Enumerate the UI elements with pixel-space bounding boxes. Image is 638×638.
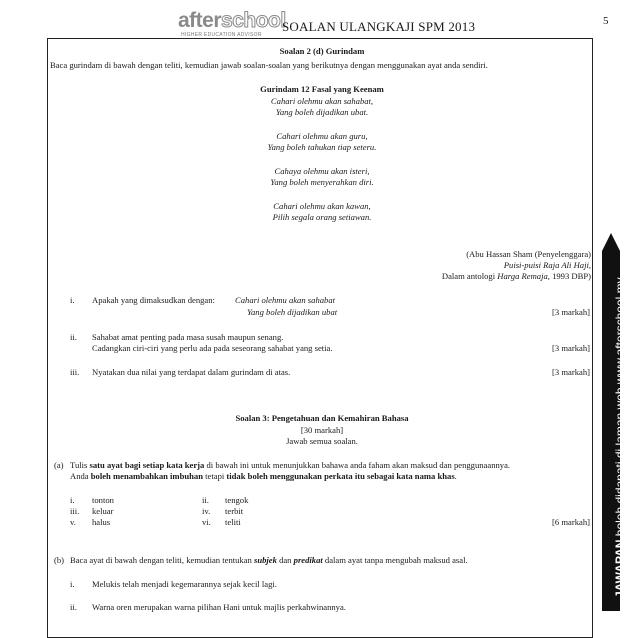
banner-rest-text: boleh didapati di laman web www.afterschool.my	[613, 277, 627, 540]
word-number: ii.	[202, 495, 209, 505]
soalan3-instruction: Jawab semua soalan.	[286, 436, 358, 446]
question-text: Nyatakan dua nilai yang terdapat dalam gurindam di atas.	[92, 367, 291, 377]
word-item: tengok	[225, 495, 249, 505]
source-prefix: Dalam antologi	[441, 271, 498, 281]
word-item: halus	[92, 517, 111, 527]
source-anthology: Harga Remaja	[497, 271, 548, 281]
poem-line: Yang boleh tahukan tiap seteru.	[267, 142, 377, 152]
text-segment: Tulis	[70, 460, 90, 470]
word-number: vi.	[202, 517, 211, 527]
text-segment: .	[454, 471, 457, 481]
soalan3-marks: [30 markah]	[300, 425, 344, 435]
question-number: iii.	[70, 367, 80, 377]
question-text: Cadangkan ciri-ciri yang perlu ada pada seseorang sahabat yang setia.	[92, 343, 333, 353]
word-item: terbit	[225, 506, 244, 516]
sentence-item: Melukis telah menjadi kegemarannya sejak kecil lagi.	[92, 579, 277, 589]
text-segment-bold: boleh menambahkan imbuhan	[90, 471, 204, 481]
page-number: 5	[603, 15, 609, 27]
question-text: Apakah yang dimaksudkan dengan:	[92, 295, 215, 305]
word-item: keluar	[92, 506, 114, 516]
marks-label: [3 markah]	[552, 343, 590, 353]
word-number: iii.	[70, 506, 80, 516]
part-b-instruction	[70, 555, 468, 566]
text-segment-bold-italic: predikat	[293, 555, 323, 565]
source-line-1: (Abu Hassan Sham (Penyelenggara)	[466, 249, 591, 259]
logo-tagline: HIGHER EDUCATION ADVISOR	[181, 32, 262, 38]
soalan3-heading: Soalan 3: Pengetahuan dan Kemahiran Bahasa	[235, 413, 409, 423]
poem-line: Cahari olehmu akan sahabat,	[270, 96, 374, 106]
poem-title: Gurindam 12 Fasal yang Keenam	[260, 84, 384, 94]
soalan2-heading: Soalan 2 (d) Gurindam	[279, 46, 365, 56]
logo-school-text: school	[221, 9, 286, 32]
source-suffix: , 1993 DBP)	[547, 271, 591, 281]
banner-bold-text: JAWAPAN	[613, 539, 627, 598]
question-quote: Yang boleh dijadikan ubat	[247, 307, 338, 317]
text-segment: Baca ayat di bawah dengan teliti, kemudian tentukan	[70, 555, 254, 565]
word-item: tonton	[92, 495, 114, 505]
question-number: ii.	[70, 332, 77, 342]
poem-line: Yang boleh menyerahkan diri.	[270, 177, 374, 187]
poem-line: Cahaya olehmu akan isteri,	[274, 166, 370, 176]
source-line-3	[442, 271, 591, 282]
question-number: i.	[70, 295, 75, 305]
word-number: v.	[70, 517, 76, 527]
question-quote: Cahari olehmu akan sahabat	[235, 295, 336, 305]
marks-label: [3 markah]	[552, 367, 590, 377]
part-a-instruction-line2	[70, 471, 457, 482]
answer-banner-text	[611, 242, 629, 598]
poem-line: Cahari olehmu akan guru,	[276, 131, 368, 141]
text-segment-bold: tidak boleh menggunakan perkata itu sebagai kata nama khas	[226, 471, 455, 481]
part-a-label: (a)	[54, 460, 64, 470]
marks-label: [6 markah]	[552, 517, 590, 527]
text-segment: tetapi	[203, 471, 227, 481]
text-segment: dan	[276, 555, 294, 565]
text-segment-bold: satu ayat bagi setiap kata kerja	[89, 460, 205, 470]
page-header-title: SOALAN ULANGKAJI SPM 2013	[282, 19, 476, 34]
text-segment: dalam ayat tanpa mengubah maksud asal.	[322, 555, 468, 565]
poem-line: Yang boleh dijadikan ubat.	[275, 107, 369, 117]
part-a-instruction-line1	[70, 460, 510, 471]
text-segment: Anda	[70, 471, 91, 481]
soalan2-instruction: Baca gurindam di bawah dengan teliti, kemudian jawab soalan-soalan yang berikutnya dengan menggunakan ayat anda sendiri.	[50, 60, 488, 70]
sentence-item: Warna oren merupakan warna pilihan Hani untuk majlis perkahwinannya.	[92, 602, 346, 612]
item-number: i.	[70, 579, 75, 589]
text-segment: di bawah ini untuk menunjukkan bahawa anda faham akan maksud dan penggunaannya.	[204, 460, 511, 470]
afterschool-logo	[178, 10, 286, 38]
word-number: iv.	[202, 506, 211, 516]
logo-after-text: after	[178, 9, 222, 32]
word-number: i.	[70, 495, 75, 505]
marks-label: [3 markah]	[552, 307, 590, 317]
part-b-label: (b)	[54, 555, 65, 565]
poem-line: Cahari olehmu akan kawan,	[273, 201, 371, 211]
word-item: teliti	[225, 517, 241, 527]
source-line-2: Puisi-puisi Raja Ali Haji,	[503, 260, 591, 270]
poem-line: Pilih segala orang setiawan.	[272, 212, 372, 222]
text-segment-bold-italic: subjek	[254, 555, 277, 565]
item-number: ii.	[70, 602, 77, 612]
question-text: Sahabat amat penting pada masa susah maupun senang.	[92, 332, 284, 342]
